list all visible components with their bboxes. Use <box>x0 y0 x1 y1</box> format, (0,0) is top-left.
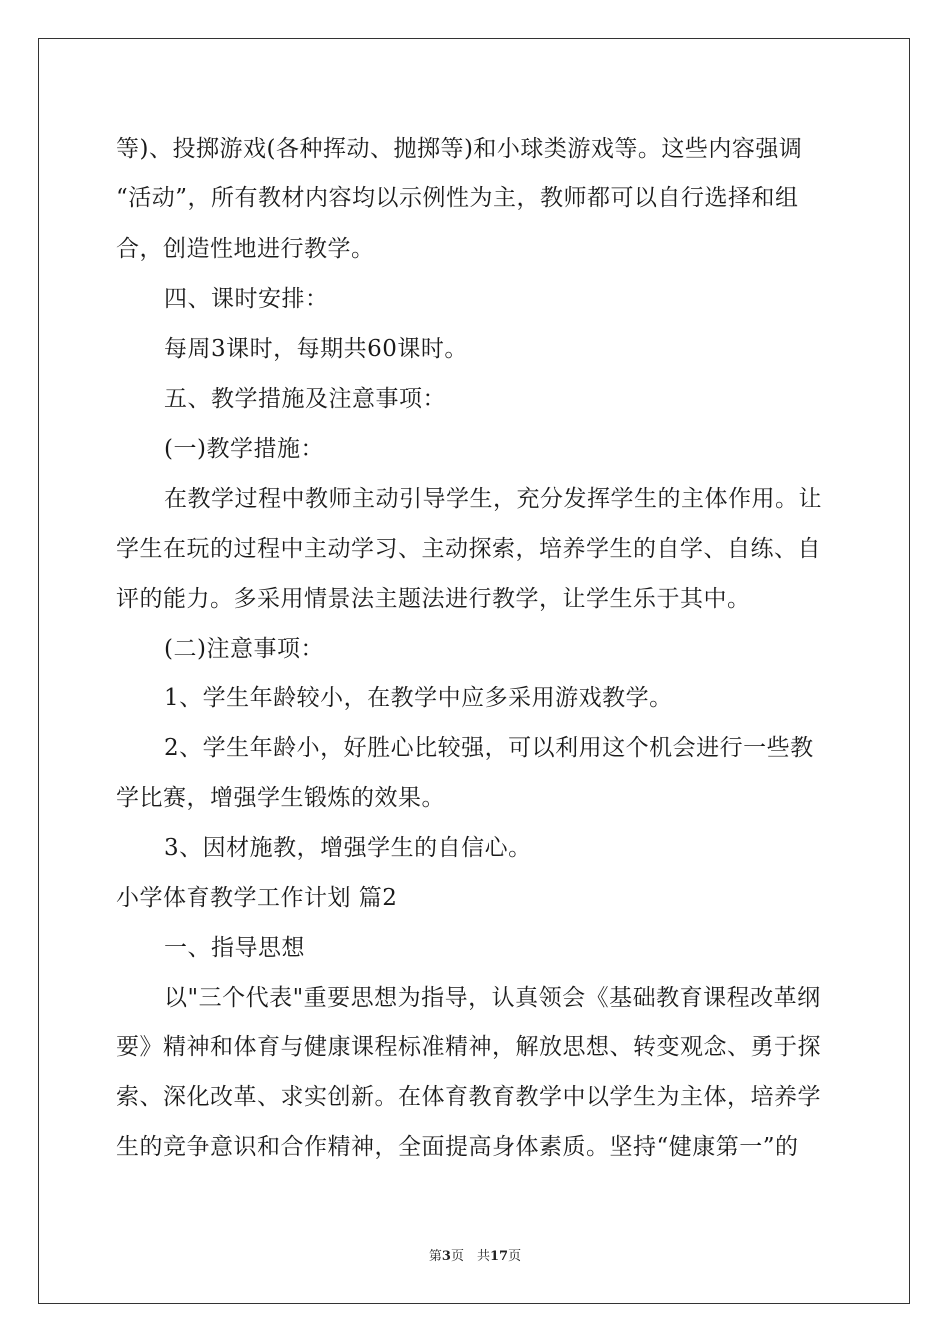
subsection-heading: (二)注意事项： <box>164 636 324 662</box>
text-line: 要》精神和体育与健康课程标准精神，解放思想、转变观念、勇于探 <box>116 1034 821 1060</box>
subsection-heading: (一)教学措施： <box>164 436 324 462</box>
text-line: 索、深化改革、求实创新。在体育教育教学中以学生为主体，培养学 <box>116 1084 821 1110</box>
text-line: 学生在玩的过程中主动学习、主动探索，培养学生的自学、自练、自 <box>116 536 821 562</box>
text-line: 每周3课时，每期共60课时。 <box>164 336 468 362</box>
page-footer <box>0 1248 950 1266</box>
list-item: 2、学生年龄小，好胜心比较强，可以利用这个机会进行一些教 <box>164 735 814 761</box>
section-heading: 四、课时安排： <box>164 286 329 312</box>
text-line: 学比赛，增强学生锻炼的效果。 <box>116 785 445 811</box>
text-line: 在教学过程中教师主动引导学生，充分发挥学生的主体作用。让 <box>164 486 822 512</box>
text-line: 合，创造性地进行教学。 <box>116 236 375 262</box>
footer-prefix: 第 <box>428 1249 442 1264</box>
footer-suffix: 页 <box>508 1249 522 1264</box>
footer-mid: 页 共 <box>450 1249 490 1264</box>
section-heading: 五、教学措施及注意事项： <box>164 386 446 412</box>
list-item: 3、因材施教，增强学生的自信心。 <box>164 835 532 861</box>
current-page-number: 3 <box>441 1249 451 1264</box>
text-line: “活动”，所有教材内容均以示例性为主，教师都可以自行选择和组 <box>116 185 799 211</box>
article-title: 小学体育教学工作计划 篇2 <box>116 885 398 911</box>
total-page-count: 17 <box>489 1249 509 1264</box>
list-item: 1、学生年龄较小，在教学中应多采用游戏教学。 <box>164 685 673 711</box>
section-heading: 一、指导思想 <box>164 935 305 961</box>
page-border <box>38 38 910 1304</box>
text-line: 等)、投掷游戏(各种挥动、抛掷等)和小球类游戏等。这些内容强调 <box>116 136 803 162</box>
text-line: 以"三个代表"重要思想为指导，认真领会《基础教育课程改革纲 <box>164 985 821 1011</box>
text-line: 生的竞争意识和合作精神，全面提高身体素质。坚持“健康第一”的 <box>116 1134 799 1160</box>
text-line: 评的能力。多采用情景法主题法进行教学，让学生乐于其中。 <box>116 586 751 612</box>
